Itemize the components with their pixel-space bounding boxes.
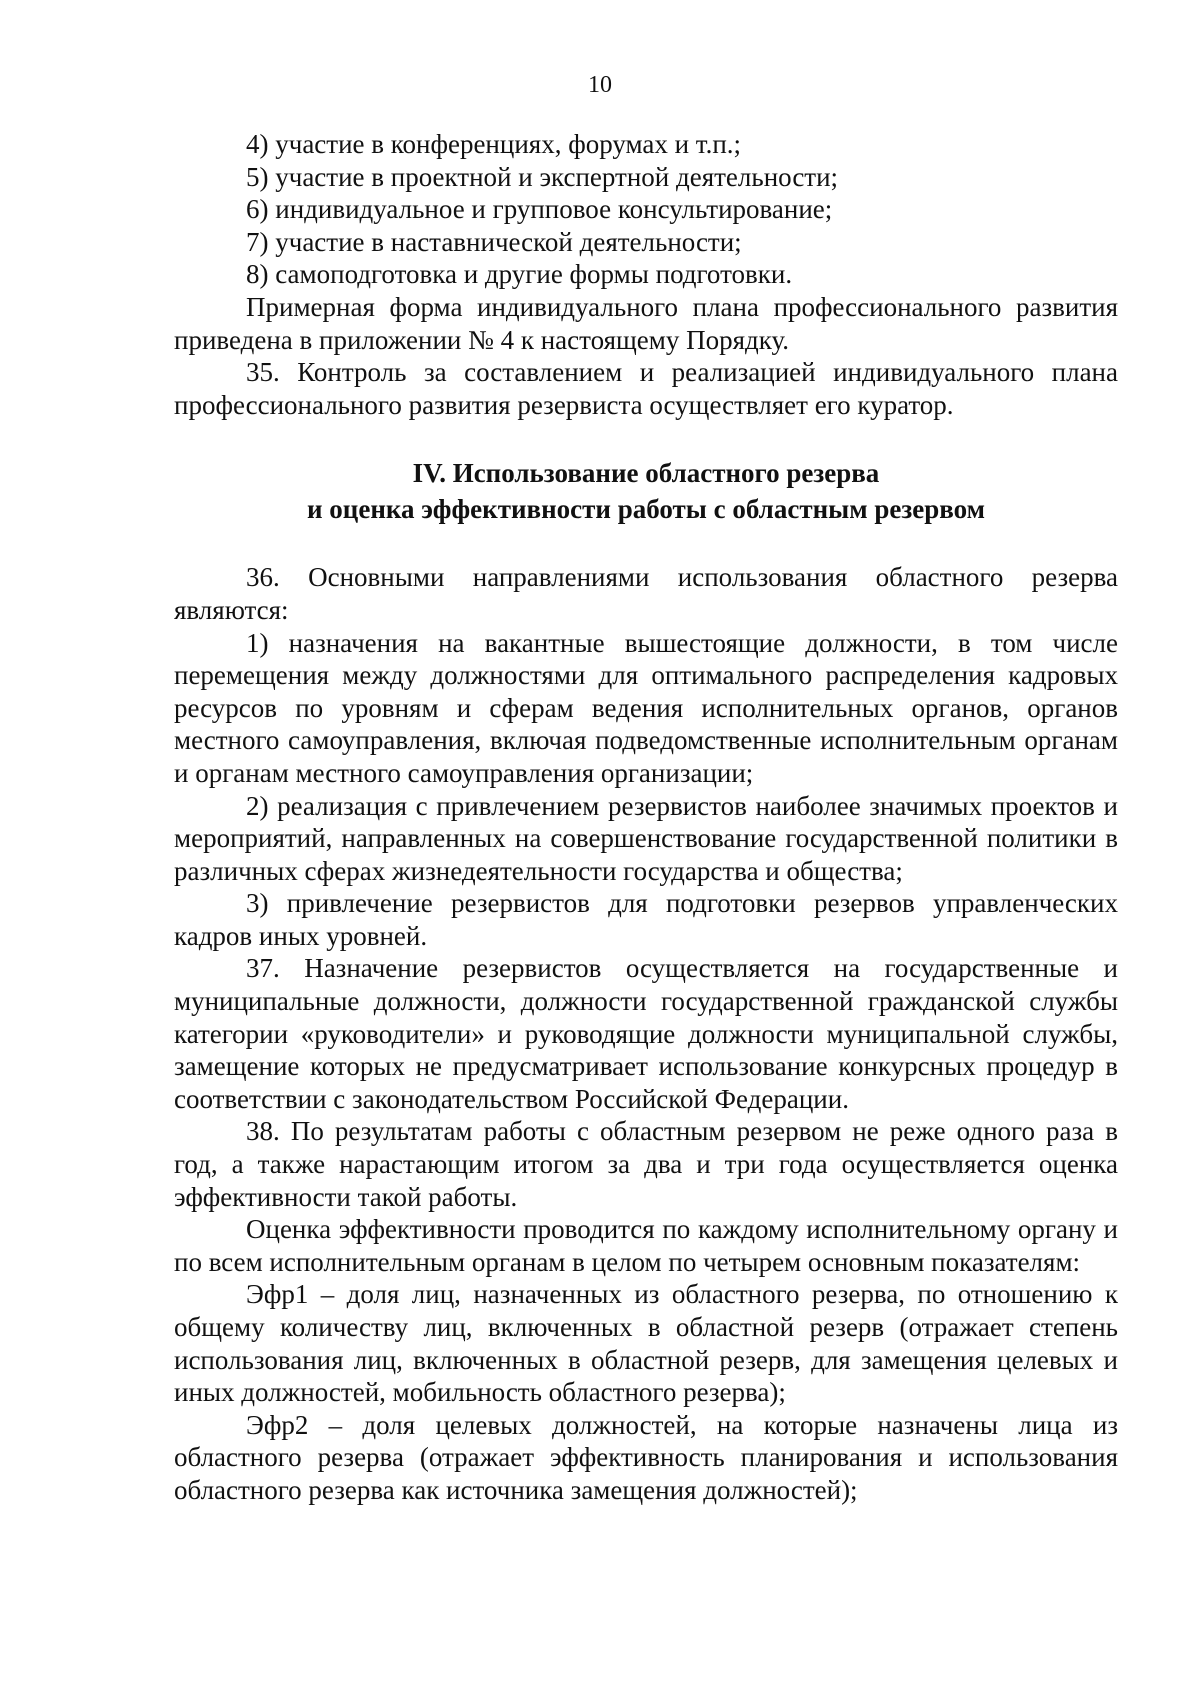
section-heading-line-1: IV. Использование областного резерва [412, 458, 880, 489]
paragraph-efr1: Эфр1 – доля лиц, назначенных из областного резерва, по отношению к общему количеству лиц, включенных в областной резерв (отражает степень использования лиц, включенных в областной резерв, для замещения целевых и иных должностей, мобильность областного резерва); [174, 1279, 1118, 1408]
paragraph-35: 35. Контроль за составлением и реализацией индивидуального плана профессионального развития резервиста осуществляет его куратор. [174, 357, 1118, 420]
section-heading [174, 455, 1118, 527]
paragraph-36-item-3: 3) привлечение резервистов для подготовки резервов управленческих кадров иных уровней. [174, 888, 1118, 951]
paragraph-evaluation: Оценка эффективности проводится по каждому исполнительному органу и по всем исполнительным органам в целом по четырем основным показателям: [174, 1214, 1118, 1277]
page-number: 10 [588, 72, 612, 98]
list-item-8: 8) самоподготовка и другие формы подготовки. [246, 259, 793, 290]
list-item-4: 4) участие в конференциях, форумах и т.п.; [246, 129, 742, 159]
paragraph-36-item-2: 2) реализация с привлечением резервистов наиболее значимых проектов и мероприятий, направленных на совершенствование государственной политики в различных сферах жизнедеятельности государства и общества; [174, 790, 1118, 886]
paragraph-38: 38. По результатам работы с областным резервом не реже одного раза в год, а также нарастающим итогом за два и три года осуществляется оценка эффективности такой работы. [174, 1116, 1118, 1212]
list-item-7: 7) участие в наставнической деятельности; [246, 226, 742, 257]
document-body [174, 128, 1118, 1507]
paragraph-36: 36. Основными направлениями использования областного резерва являются: [174, 562, 1118, 625]
list-item-6: 6) индивидуальное и групповое консультирование; [246, 194, 833, 225]
section-heading-line-2: и оценка эффективности работы с областным резервом [307, 494, 985, 525]
list-item-5: 5) участие в проектной и экспертной деятельности; [246, 161, 839, 192]
paragraph-36-item-1: 1) назначения на вакантные вышестоящие должности, в том числе перемещения между должностями для оптимального распределения кадровых ресурсов по уровням и сферам ведения исполнительных органов, органов местного самоуправления, включая подведомственные исполнительным органам и органам местного самоуправления организации; [174, 627, 1118, 788]
paragraph-efr2: Эфр2 – доля целевых должностей, на которые назначены лица из областного резерва (отражает эффективность планирования и использования областного резерва как источника замещения должностей); [174, 1409, 1118, 1505]
paragraph-37: 37. Назначение резервистов осуществляется на государственные и муниципальные должности, должности государственной гражданской службы категории «руководители» и руководящие должности муниципальной службы, замещение которых не предусматривает использование конкурсных процедур в соответствии с законодательством Российской Федерации. [174, 953, 1118, 1114]
paragraph-plan-form: Примерная форма индивидуального плана профессионального развития приведена в приложении № 4 к настоящему Порядку. [174, 291, 1118, 355]
